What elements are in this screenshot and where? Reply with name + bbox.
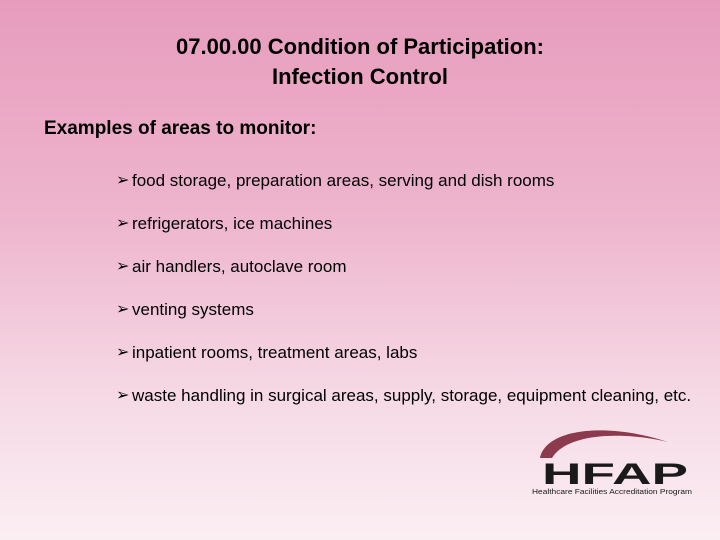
bullet-text: food storage, preparation areas, serving and dish rooms	[132, 171, 555, 190]
bullet-text: waste handling in surgical areas, supply, storage, equipment cleaning, etc.	[132, 386, 692, 405]
logo-tagline: Healthcare Facilities Accreditation Program	[532, 489, 693, 496]
bullet-text: air handlers, autoclave room	[132, 257, 347, 276]
bullet-item	[116, 213, 696, 235]
section-heading: Examples of areas to monitor:	[44, 118, 317, 139]
bullet-item	[116, 385, 696, 407]
logo-acronym: HFAP	[542, 458, 688, 491]
bullet-item	[116, 256, 696, 278]
arrow-bullet-icon: ➢	[116, 301, 130, 318]
arrow-bullet-icon: ➢	[116, 344, 130, 361]
title-line-1: 07.00.00 Condition of Participation:	[176, 34, 544, 59]
title-line-2: Infection Control	[272, 64, 448, 89]
slide-title	[0, 32, 720, 92]
bullet-item	[116, 342, 696, 364]
bullet-text: refrigerators, ice machines	[132, 214, 333, 233]
arrow-bullet-icon: ➢	[116, 172, 130, 189]
bullet-text: venting systems	[132, 300, 254, 319]
hfap-logo	[528, 424, 700, 500]
bullet-text: inpatient rooms, treatment areas, labs	[132, 343, 418, 362]
bullet-item	[116, 299, 696, 321]
arrow-bullet-icon: ➢	[116, 387, 130, 404]
logo-swoosh	[540, 430, 668, 458]
bullet-item	[116, 170, 696, 192]
bullet-list	[116, 170, 696, 428]
arrow-bullet-icon: ➢	[116, 258, 130, 275]
arrow-bullet-icon: ➢	[116, 215, 130, 232]
